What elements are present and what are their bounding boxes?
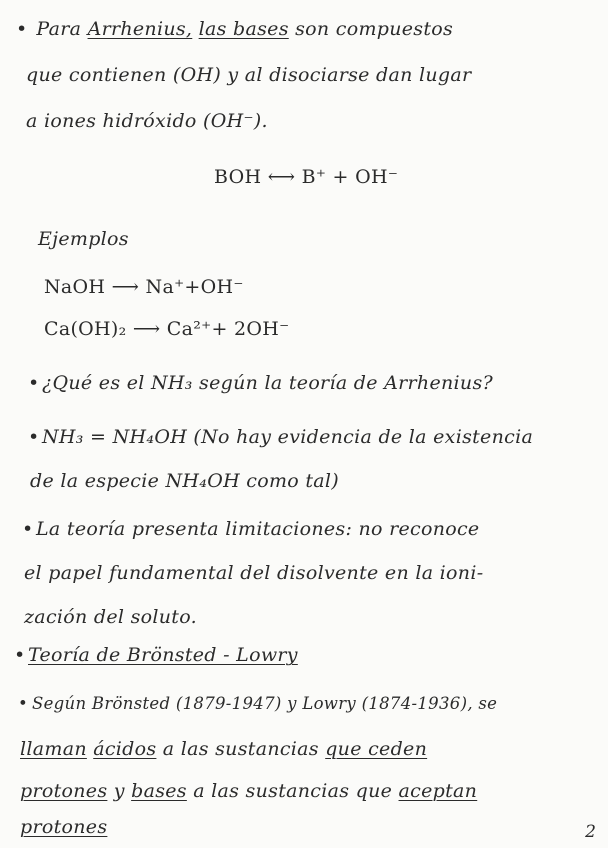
- text: NH₃ = NH₄OH (No hay evidencia de la existencia: [42, 426, 534, 448]
- text: La teoría presenta limitaciones: no reconoce: [36, 518, 480, 540]
- bronsted-def-line-4: [20, 816, 107, 838]
- text: Para: [36, 18, 88, 40]
- underlined-que-ceden: que ceden: [325, 738, 428, 760]
- bullet: •: [28, 372, 40, 394]
- example-caoh2: Ca(OH)₂ ⟶ Ca²⁺+ 2OH⁻: [44, 318, 290, 340]
- limitations-line-1: [22, 518, 479, 540]
- underlined-las-bases: las bases: [198, 18, 289, 40]
- bronsted-heading: [14, 644, 298, 666]
- text: ¿Qué es el NH₃ según la teoría de Arrhenius?: [42, 372, 493, 394]
- underlined-protones: protones: [20, 780, 108, 802]
- text: son compuestos: [288, 18, 454, 40]
- underlined-arrhenius: Arrhenius,: [87, 18, 193, 40]
- underlined-heading: Teoría de Brönsted - Lowry: [28, 644, 298, 666]
- arrhenius-line-1: [16, 18, 453, 40]
- arrhenius-line-3: a iones hidróxido (OH⁻).: [26, 110, 268, 132]
- bullet: •: [14, 644, 26, 666]
- underlined-protones: protones: [20, 816, 108, 838]
- underlined-acidos: ácidos: [93, 738, 157, 760]
- limitations-line-2: el papel fundamental del disolvente en la ioni-: [24, 562, 484, 584]
- nh3-answer-line-1: [28, 426, 533, 448]
- bronsted-def-line-3: [20, 780, 477, 802]
- example-naoh: NaOH ⟶ Na⁺+OH⁻: [44, 276, 244, 298]
- bullet: •: [18, 694, 29, 713]
- bronsted-def-line-2: [20, 738, 427, 760]
- underlined-llaman: llaman: [20, 738, 87, 760]
- underlined-bases: bases: [131, 780, 187, 802]
- arrhenius-line-2: que contienen (OH) y al disociarse dan lugar: [26, 64, 472, 86]
- examples-heading: Ejemplos: [38, 228, 129, 250]
- text: a las sustancias que: [186, 780, 399, 802]
- bullet: •: [16, 18, 28, 40]
- text: y: [107, 780, 132, 802]
- bronsted-def-line-1: [18, 694, 497, 713]
- nh3-answer-line-2: de la especie NH₄OH como tal): [30, 470, 340, 492]
- text: a las sustancias: [156, 738, 326, 760]
- bullet: •: [22, 518, 34, 540]
- page-number: 2: [585, 822, 596, 842]
- limitations-line-3: zación del soluto.: [24, 606, 197, 628]
- text: Según Brönsted (1879-1947) y Lowry (1874-1936), se: [32, 694, 498, 713]
- bullet: •: [28, 426, 40, 448]
- dissociation-equation: BOH ⟷ B⁺ + OH⁻: [214, 166, 399, 188]
- underlined-aceptan: aceptan: [398, 780, 478, 802]
- nh3-question: [28, 372, 493, 394]
